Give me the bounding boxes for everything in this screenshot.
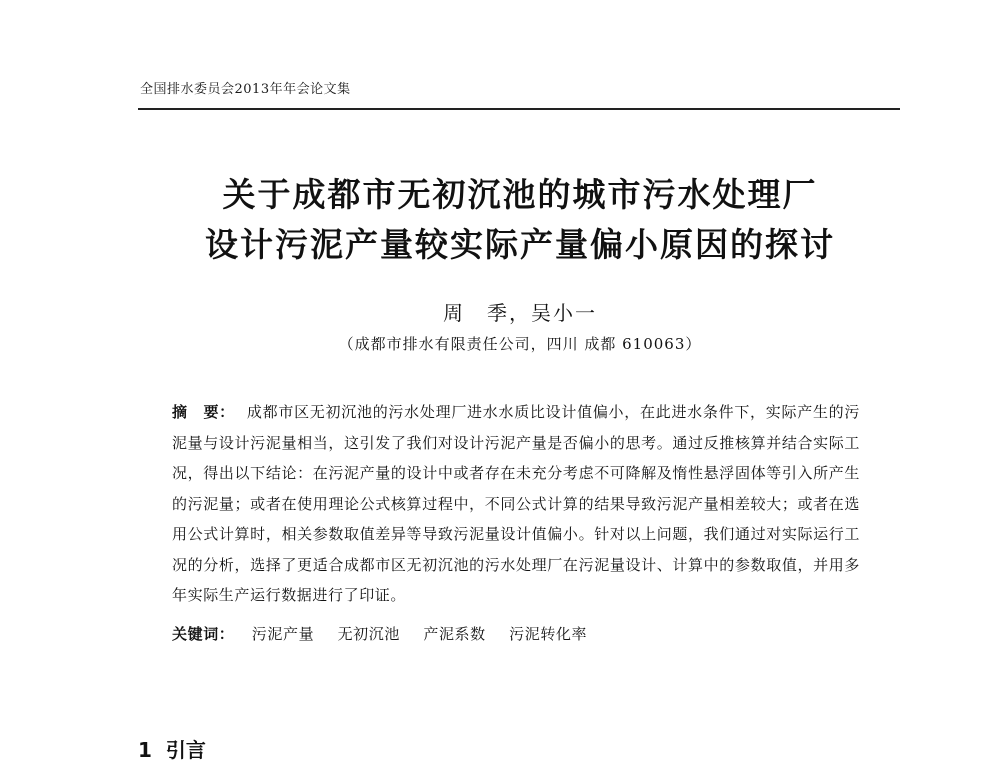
- title-line-2: 设计污泥产量较实际产量偏小原因的探讨: [205, 225, 835, 264]
- section-heading: [138, 734, 206, 763]
- abstract: [172, 397, 860, 611]
- keywords-label: 关键词：: [172, 625, 235, 643]
- authors: 周 季，吴小一: [443, 301, 597, 325]
- running-header: 全国排水委员会2013年年会论文集: [140, 82, 351, 97]
- section-title: 引言: [165, 738, 206, 762]
- keyword: 无初沉池: [337, 625, 400, 643]
- keyword: 产泥系数: [423, 625, 486, 643]
- section-number: 1: [138, 738, 152, 762]
- title-line-1: 关于成都市无初沉池的城市污水处理厂: [222, 175, 818, 214]
- header-rule: [138, 108, 900, 110]
- affiliation: （成都市排水有限责任公司，四川 成都 610063）: [338, 335, 702, 353]
- keywords: [172, 623, 860, 644]
- keyword: 污泥转化率: [509, 625, 588, 643]
- abstract-label: 摘 要：: [172, 403, 235, 421]
- abstract-text: 成都市区无初沉池的污水处理厂进水水质比设计值偏小，在此进水条件下，实际产生的污泥量与设计污泥量相当，这引发了我们对设计污泥产量是否偏小的思考。通过反推核算并结合实际工况，得出以下结论：在污泥产量的设计中或者存在未充分考虑不可降解及惰性悬浮固体等引入所产生的污泥量；或者在使用理论公式核算过程中，不同公式计算的结果导致污泥产量相差较大；或者在选用公式计算时，相关参数取值差异等导致污泥量设计值偏小。针对以上问题，我们通过对实际运行工况的分析，选择了更适合成都市区无初沉池的污水处理厂在污泥量设计、计算中的参数取值，并用多年实际生产运行数据进行了印证。: [172, 403, 861, 604]
- keyword: 污泥产量: [251, 625, 315, 643]
- paper-title: [140, 170, 900, 270]
